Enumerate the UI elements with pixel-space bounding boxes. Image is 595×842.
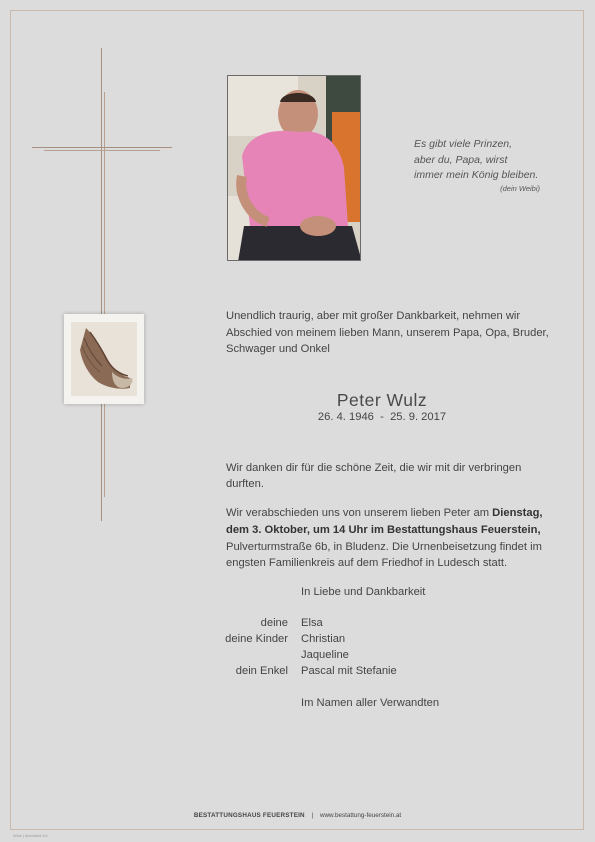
family-relation: dein Enkel [235,665,288,677]
closing-line: Im Namen aller Verwandten [301,697,440,709]
family-names: Christian [301,633,346,645]
praying-hands-image [64,314,144,404]
family-names: Elsa [301,617,323,629]
funeral-line: engsten Familienkreis auf dem Friedhof in Ludesch statt. [226,557,508,570]
intro-text [226,308,549,358]
thanks-line: Wir danken dir für die schöne Zeit, die wir mit dir verbringen [226,462,522,474]
family-row [0,649,595,665]
quote-author: (dein Weibi) [500,183,540,193]
intro-line: Abschied von meinem lieben Mann, unserem Papa, Opa, Bruder, [226,326,549,339]
quote-line: Es gibt viele Prinzen, [414,138,513,150]
thanks-text [226,460,546,492]
funeral-home-name: BESTATTUNGSHAUS FEUERSTEIN [193,812,305,819]
footer [0,812,595,819]
funeral-line: Wir verabschieden uns von unserem lieben Peter am Dienstag, [226,507,543,519]
print-reference: Wulz | Abschied 4/1 [13,833,48,838]
funeral-line: Pulverturmstraße 6b, in Bludenz. Die Urnenbeisetzung findet im [226,540,542,553]
signoff: In Liebe und Dankbarkeit [301,586,426,598]
thanks-line: durften. [226,478,264,490]
deceased-name: Peter Wulz [336,390,428,410]
family-names: Pascal mit Stefanie [301,665,397,677]
deceased-photo [227,75,361,261]
memorial-quote [414,137,564,194]
intro-line: Schwager und Onkel [226,343,330,355]
family-relation: deine [260,617,288,629]
footer-separator: | [311,812,314,819]
funeral-details [226,505,546,572]
family-names: Jaqueline [301,649,349,661]
quote-line: immer mein König bleiben. [414,169,539,181]
funeral-home-website[interactable]: www.bestattung-feuerstein.at [319,812,402,819]
intro-line: Unendlich traurig, aber mit großer Dankbarkeit, nehmen wir [226,310,521,322]
life-dates: 26. 4. 1946 - 25. 9. 2017 [317,411,447,423]
quote-line: aber du, Papa, wirst [414,153,508,166]
family-relation: deine Kinder [225,633,288,645]
family-row [0,617,595,633]
family-row [0,665,595,681]
family-row [0,633,595,649]
funeral-line: dem 3. Oktober, um 14 Uhr im Bestattungshaus Feuerstein, [226,523,541,536]
